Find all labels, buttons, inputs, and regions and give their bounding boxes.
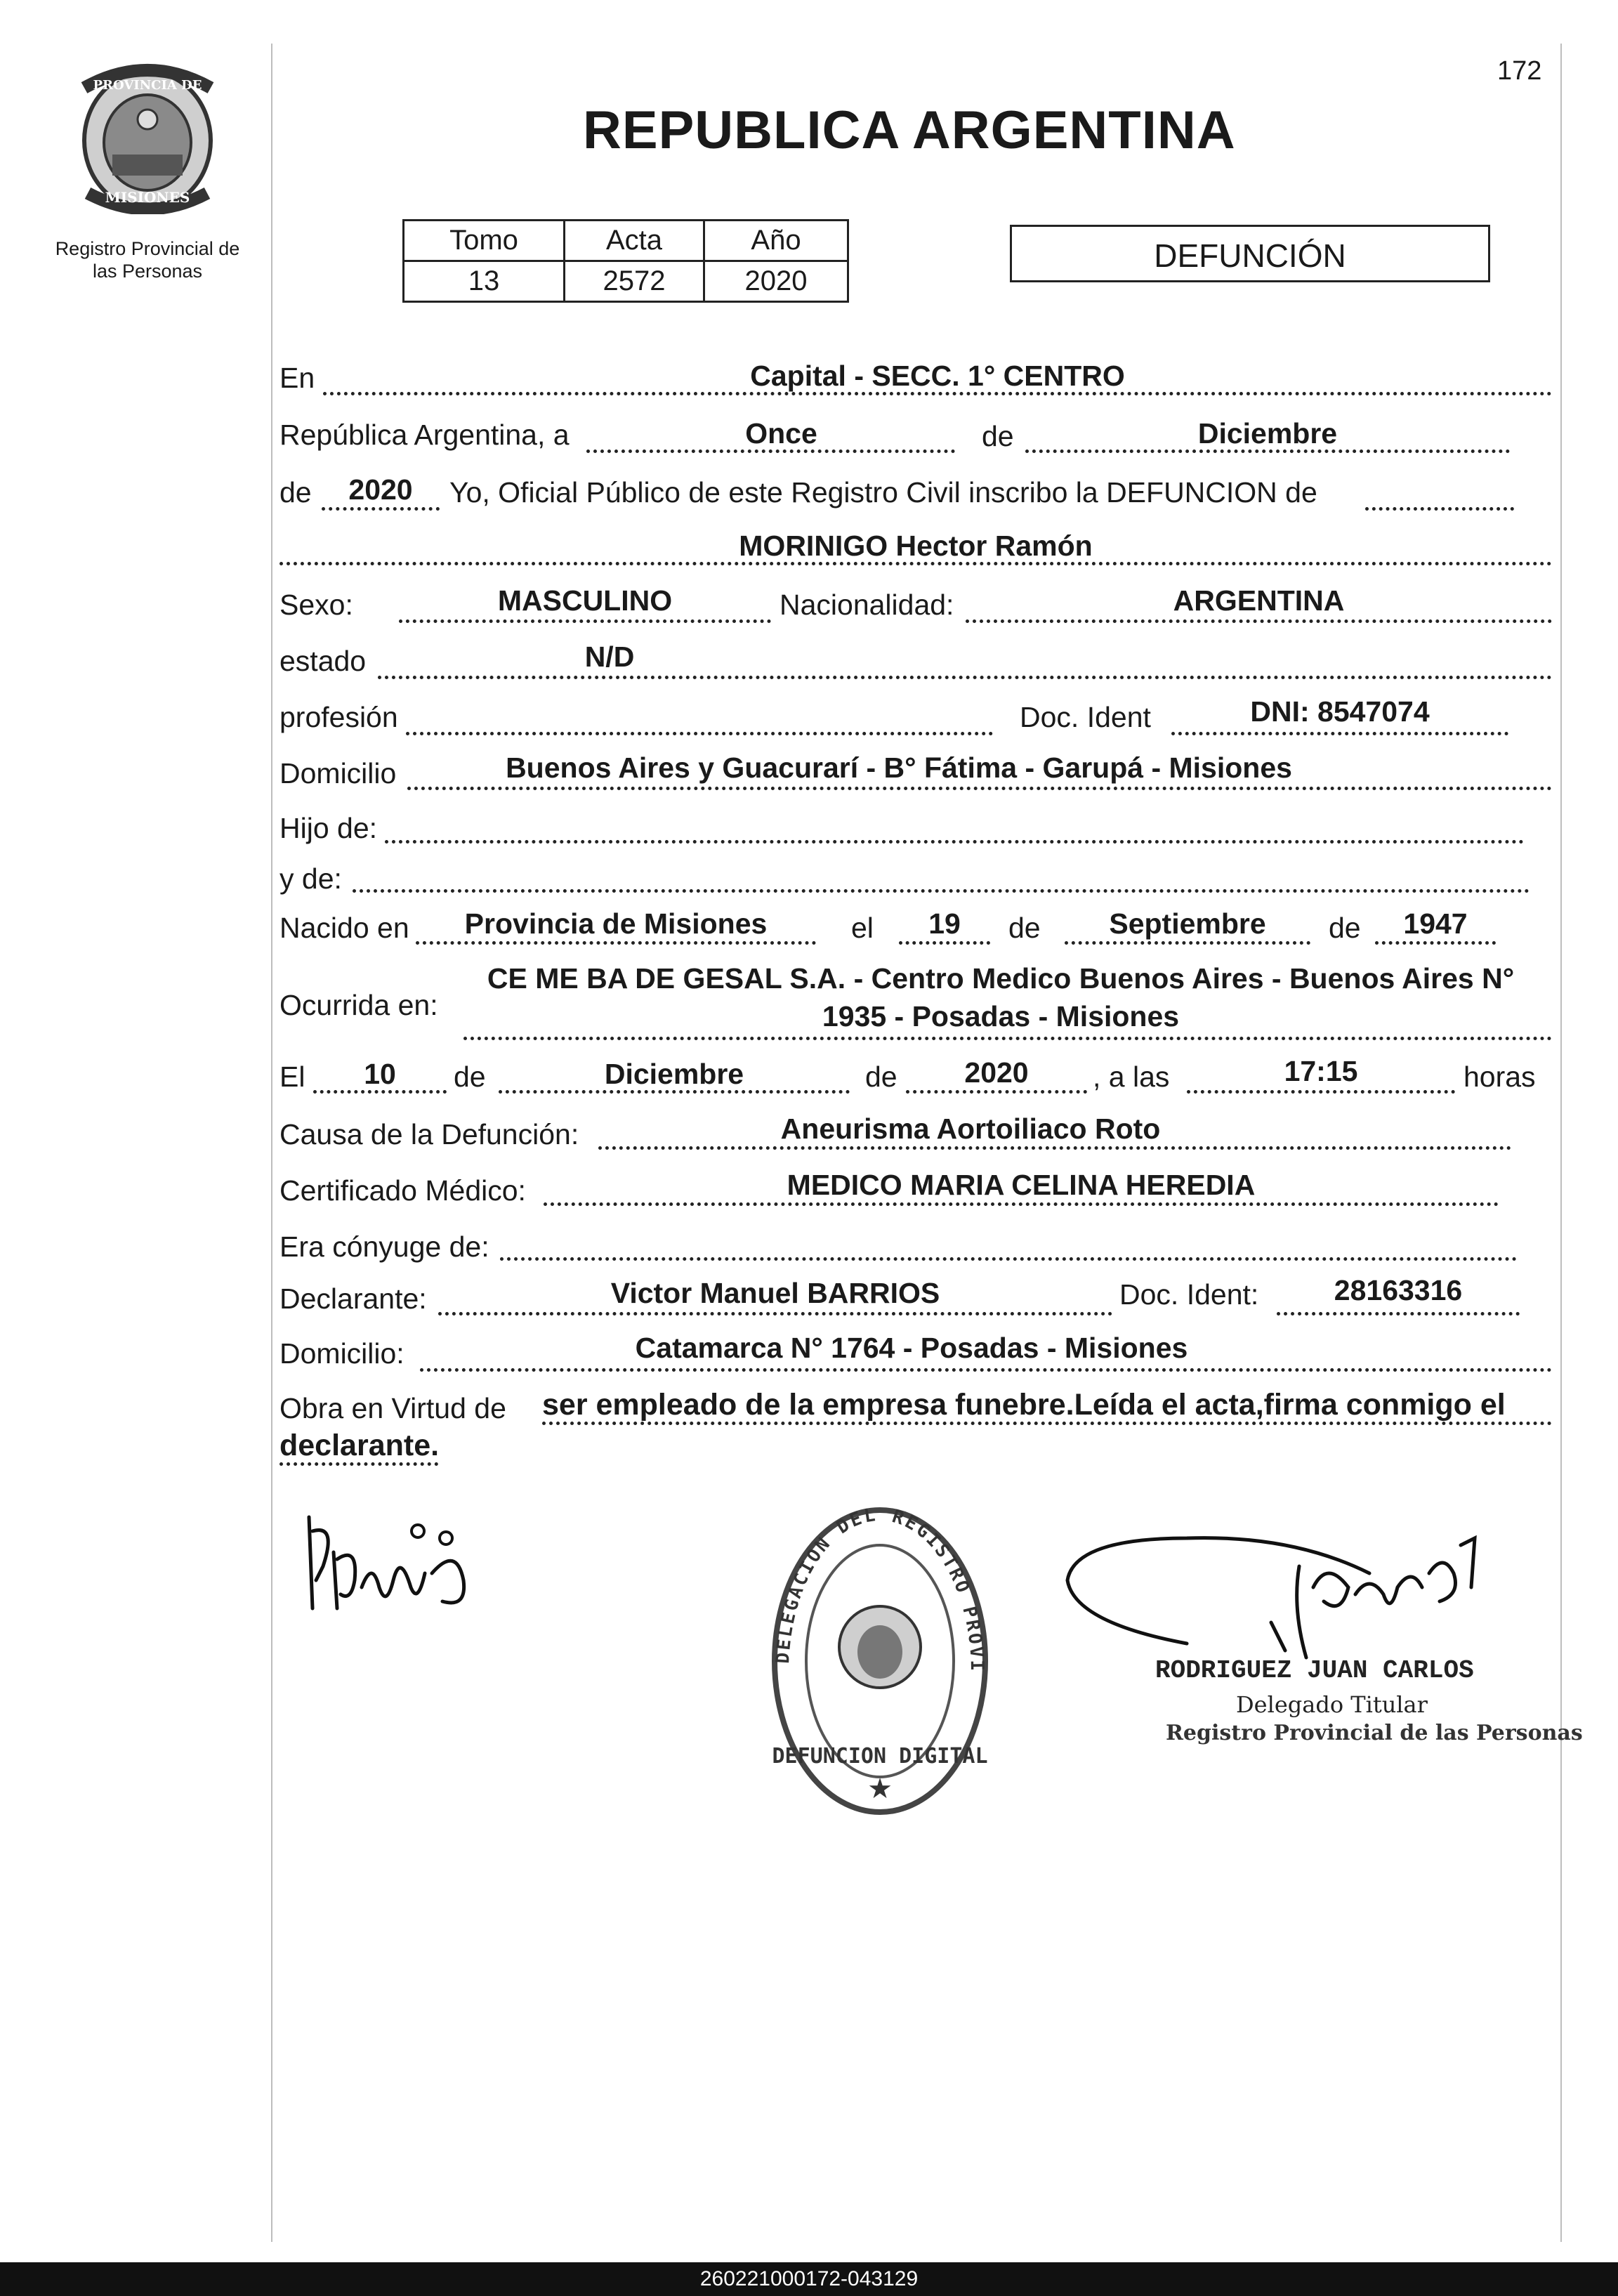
- tomo-acta-anio-table: [402, 219, 849, 303]
- doc-label: Doc. Ident: [1020, 701, 1151, 733]
- hijo-label: Hijo de:: [279, 812, 378, 844]
- ocurrida-fill: [463, 1037, 1552, 1040]
- official-role: Delegado Titular: [1236, 1691, 1428, 1718]
- stamp-ring-text: DELEGACION DEL REGISTRO PROVI: [772, 1504, 988, 1674]
- declarante-doc-fill: [1277, 1312, 1520, 1316]
- en-label: En: [279, 362, 315, 394]
- muerte-de1-label: de: [454, 1061, 486, 1093]
- month-value: Diciembre: [1197, 417, 1338, 450]
- el-label: El: [279, 1061, 305, 1093]
- nacido-mes-fill: [1065, 941, 1310, 945]
- sexo-label: Sexo:: [279, 589, 353, 621]
- obra-fill2: [279, 1462, 438, 1466]
- causa-fill: [598, 1146, 1511, 1150]
- causa-label: Causa de la Defunción:: [279, 1118, 579, 1150]
- obra-text2: declarante.: [279, 1429, 440, 1462]
- year-value: 2020: [348, 473, 413, 506]
- registry-line1: Registro Provincial de: [55, 238, 240, 259]
- registry-line2: las Personas: [92, 261, 203, 282]
- day-words-value: Once: [745, 417, 817, 450]
- alas-label: , a las: [1093, 1061, 1170, 1093]
- obra-label: Obra en Virtud de: [279, 1392, 506, 1424]
- nacido-mes-value: Septiembre: [1109, 907, 1266, 940]
- place-value: Capital - SECC. 1° CENTRO: [750, 360, 1125, 392]
- doc-fill: [1171, 732, 1508, 735]
- estado-label: estado: [279, 645, 367, 677]
- certificado-value: MEDICO MARIA CELINA HEREDIA: [787, 1169, 1256, 1201]
- declarante-value: Victor Manuel BARRIOS: [610, 1277, 940, 1309]
- page-number: 172: [1497, 56, 1542, 86]
- province-seal-logo: [70, 60, 225, 214]
- declarant-signature: [295, 1503, 492, 1622]
- domicilio2-label: Domicilio:: [279, 1337, 404, 1370]
- nacido-de2-label: de: [1329, 912, 1361, 944]
- certificado-fill: [544, 1202, 1499, 1206]
- left-margin-line: [271, 44, 272, 2242]
- nacido-anio-value: 1947: [1403, 907, 1468, 940]
- yde-label: y de:: [279, 862, 342, 895]
- nacido-dia-fill: [899, 941, 990, 945]
- obra-text1: ser empleado de la empresa funebre.Leída el acta,firma conmigo el: [542, 1388, 1506, 1422]
- right-margin-line: [1560, 44, 1562, 2242]
- nacido-anio-fill: [1375, 941, 1496, 945]
- declarante-doc-value: 28163316: [1334, 1274, 1463, 1306]
- nacionalidad-value: ARGENTINA: [1173, 584, 1345, 617]
- muerte-mes-value: Diciembre: [604, 1058, 744, 1090]
- nacido-label: Nacido en: [279, 912, 409, 944]
- deceased-name: MORINIGO Hector Ramón: [739, 530, 1093, 562]
- muerte-dia-value: 10: [364, 1058, 396, 1090]
- seal-text-bottom: MISIONES: [105, 189, 190, 206]
- ocurrida-label: Ocurrida en:: [279, 989, 438, 1021]
- profesion-fill: [406, 732, 993, 735]
- obra-fill: [542, 1422, 1552, 1425]
- document-title: REPUBLICA ARGENTINA: [583, 100, 1236, 160]
- acta-header: Acta: [565, 221, 704, 261]
- republica-label: República Argentina, a: [279, 419, 570, 451]
- certificado-label: Certificado Médico:: [279, 1174, 526, 1207]
- conyuge-fill: [500, 1257, 1517, 1261]
- domicilio-fill: [407, 787, 1552, 790]
- de-label: de: [982, 420, 1014, 452]
- nacido-lugar-value: Provincia de Misiones: [464, 907, 768, 940]
- causa-value: Aneurisma Aortoiliaco Roto: [780, 1113, 1161, 1145]
- de-year-label: de: [279, 476, 312, 509]
- stamp-inner-text: DEFUNCION DIGITAL: [772, 1744, 988, 1769]
- doc-value: DNI: 8547074: [1250, 695, 1430, 728]
- footer-code: 260221000172-043129: [0, 2262, 1618, 2296]
- domicilio2-fill: [420, 1368, 1552, 1372]
- tomo-value: 13: [404, 261, 565, 302]
- year-fill: [322, 507, 440, 511]
- official-office: Registro Provincial de las Personas: [1166, 1721, 1583, 1745]
- nacido-de1-label: de: [1008, 912, 1041, 944]
- sexo-fill: [399, 619, 771, 623]
- officer-text: Yo, Oficial Público de este Registro Civil inscribo la DEFUNCION de: [449, 476, 1317, 509]
- seal-text-top: PROVINCIA DE: [93, 78, 202, 93]
- nacido-dia-value: 19: [928, 907, 961, 940]
- declarante-fill: [438, 1312, 1112, 1316]
- official-round-stamp: [764, 1489, 996, 1819]
- estado-fill: [378, 676, 1552, 679]
- domicilio2-value: Catamarca N° 1764 - Posadas - Misiones: [635, 1332, 1188, 1364]
- anio-header: Año: [704, 221, 848, 261]
- officer-fill: [1365, 507, 1514, 511]
- conyuge-label: Era cónyuge de:: [279, 1231, 489, 1263]
- acta-value: 2572: [565, 261, 704, 302]
- nacido-el-label: el: [851, 912, 874, 944]
- official-name: RODRIGUEZ JUAN CARLOS: [1155, 1656, 1474, 1685]
- tomo-header: Tomo: [404, 221, 565, 261]
- ocurrida-line1: CE ME BA DE GESAL S.A. - Centro Medico Buenos Aires - Buenos Aires N°: [487, 962, 1515, 995]
- doc-type-box: DEFUNCIÓN: [1010, 225, 1490, 282]
- anio-value: 2020: [704, 261, 848, 302]
- ocurrida-line2: 1935 - Posadas - Misiones: [822, 1000, 1180, 1032]
- muerte-anio-value: 2020: [964, 1056, 1029, 1089]
- domicilio-value: Buenos Aires y Guacurarí - B° Fátima - Garupá - Misiones: [506, 752, 1292, 784]
- muerte-de2-label: de: [865, 1061, 897, 1093]
- estado-value: N/D: [584, 641, 635, 673]
- hijo-fill: [385, 840, 1524, 844]
- muerte-anio-fill: [906, 1090, 1087, 1094]
- domicilio-label: Domicilio: [279, 757, 397, 789]
- declarante-doc-label: Doc. Ident:: [1119, 1278, 1259, 1311]
- sexo-value: MASCULINO: [497, 584, 673, 617]
- declarante-label: Declarante:: [279, 1283, 427, 1315]
- yde-fill: [353, 889, 1530, 893]
- hora-value: 17:15: [1284, 1055, 1358, 1087]
- nacionalidad-label: Nacionalidad:: [780, 589, 954, 621]
- nacionalidad-fill: [966, 619, 1552, 623]
- profesion-label: profesión: [279, 701, 398, 733]
- nacido-lugar-fill: [416, 941, 816, 945]
- registry-name: [28, 237, 267, 282]
- stamp-star-icon: ★: [867, 1773, 893, 1804]
- hora-fill: [1187, 1090, 1455, 1094]
- horas-label: horas: [1464, 1061, 1536, 1093]
